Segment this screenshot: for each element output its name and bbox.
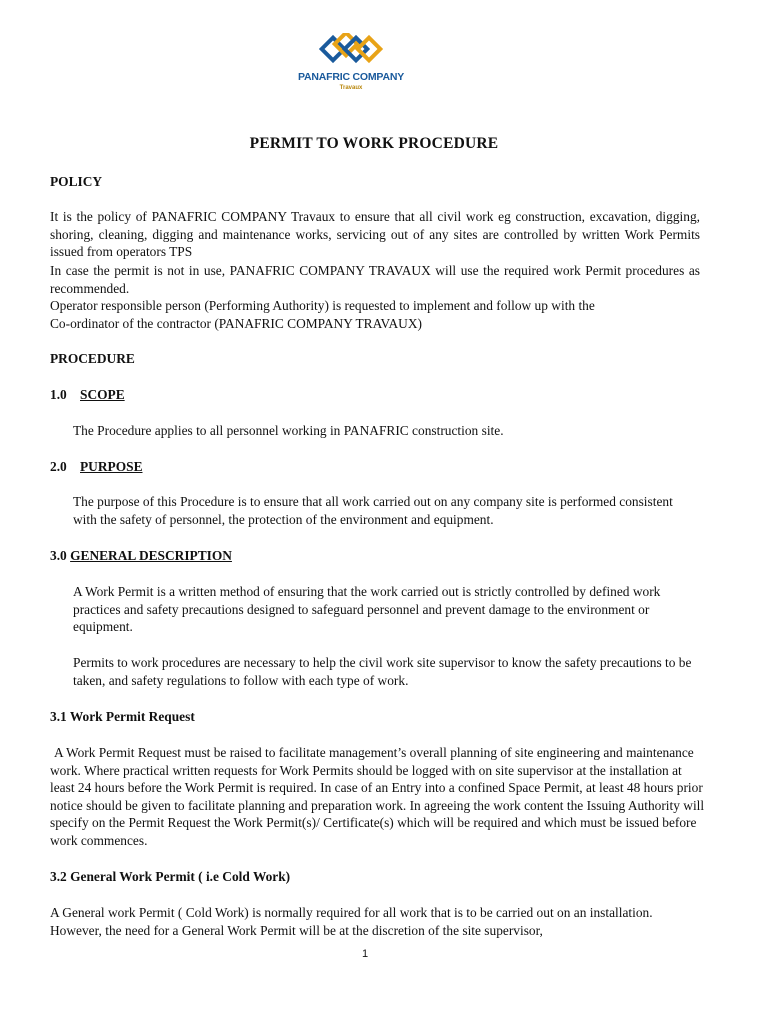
general-work-permit-text: A General work Permit ( Cold Work) is normally required for all work that is to be carried out on an installation. However, the need for a General Work Permit will be at the discretion of the site supervisor, bbox=[50, 905, 653, 938]
company-logo bbox=[296, 33, 406, 95]
policy-paragraph-3-line-2: Co-ordinator of the contractor (PANAFRIC COMPANY TRAVAUX) bbox=[50, 316, 422, 331]
policy-heading: POLICY bbox=[50, 174, 103, 189]
scope-text: The Procedure applies to all personnel working in PANAFRIC construction site. bbox=[73, 423, 504, 438]
general-description-heading bbox=[50, 547, 232, 565]
policy-paragraph-1: It is the policy of PANAFRIC COMPANY Travaux to ensure that all civil work eg construction, excavation, digging, shoring, cleaning, digging and maintenance works, servicing out of any sites are controlled by written Work Permits issued from operators TPS bbox=[50, 209, 700, 260]
diamond-logo-icon bbox=[319, 33, 383, 69]
document-title: PERMIT TO WORK PROCEDURE bbox=[249, 135, 499, 152]
logo-subtitle: Travaux bbox=[339, 85, 363, 91]
work-permit-request-heading: 3.1 Work Permit Request bbox=[50, 709, 195, 724]
scope-heading bbox=[50, 386, 125, 404]
work-permit-request-text: A Work Permit Request must be raised to facilitate management’s overall planning of site engineering and maintenance work. Where practical written requests for Work Permits should be logged with on site supervisor at the installation at least 24 hours before the Work Permit is required. In case of an Entry into a confined Space Permit, at least 48 hours prior notice should be given to facilitate planning and preparation work. In agreeing the work content the Issuing Authority will specify on the Permit Request the Work Permit(s)/ Certificate(s) which will be required and which must be issued before work commences. bbox=[50, 745, 705, 848]
policy-paragraph-2: In case the permit is not in use, PANAFRIC COMPANY TRAVAUX will use the required work Permit procedures as recommended. bbox=[50, 263, 700, 296]
purpose-heading bbox=[50, 458, 143, 476]
policy-paragraph-3-line-1: Operator responsible person (Performing Authority) is requested to implement and follow up with the bbox=[50, 298, 595, 313]
procedure-heading: PROCEDURE bbox=[50, 351, 135, 366]
scope-title: SCOPE bbox=[80, 387, 125, 402]
general-work-permit-heading: 3.2 General Work Permit ( i.e Cold Work) bbox=[50, 869, 291, 884]
page-number: 1 bbox=[361, 948, 369, 960]
purpose-text: The purpose of this Procedure is to ensure that all work carried out on any company site is performed consistent with the safety of personnel, the protection of the environment and equipment. bbox=[73, 494, 673, 527]
purpose-number: 2.0 bbox=[50, 459, 67, 474]
purpose-title: PURPOSE bbox=[80, 459, 143, 474]
general-title: GENERAL DESCRIPTION bbox=[70, 548, 232, 563]
general-number: 3.0 bbox=[50, 548, 67, 563]
logo-company-name: PANAFRIC COMPANY bbox=[297, 71, 405, 83]
general-paragraph-2: Permits to work procedures are necessary to help the civil work site supervisor to know the safety precautions to be taken, and safety regulations to follow with each type of work. bbox=[73, 655, 692, 688]
scope-number: 1.0 bbox=[50, 387, 67, 402]
general-paragraph-1: A Work Permit is a written method of ensuring that the work carried out is strictly controlled by defined work practices and safety precautions designed to safeguard personnel and prevent damage to the environment or equipment. bbox=[73, 584, 661, 635]
